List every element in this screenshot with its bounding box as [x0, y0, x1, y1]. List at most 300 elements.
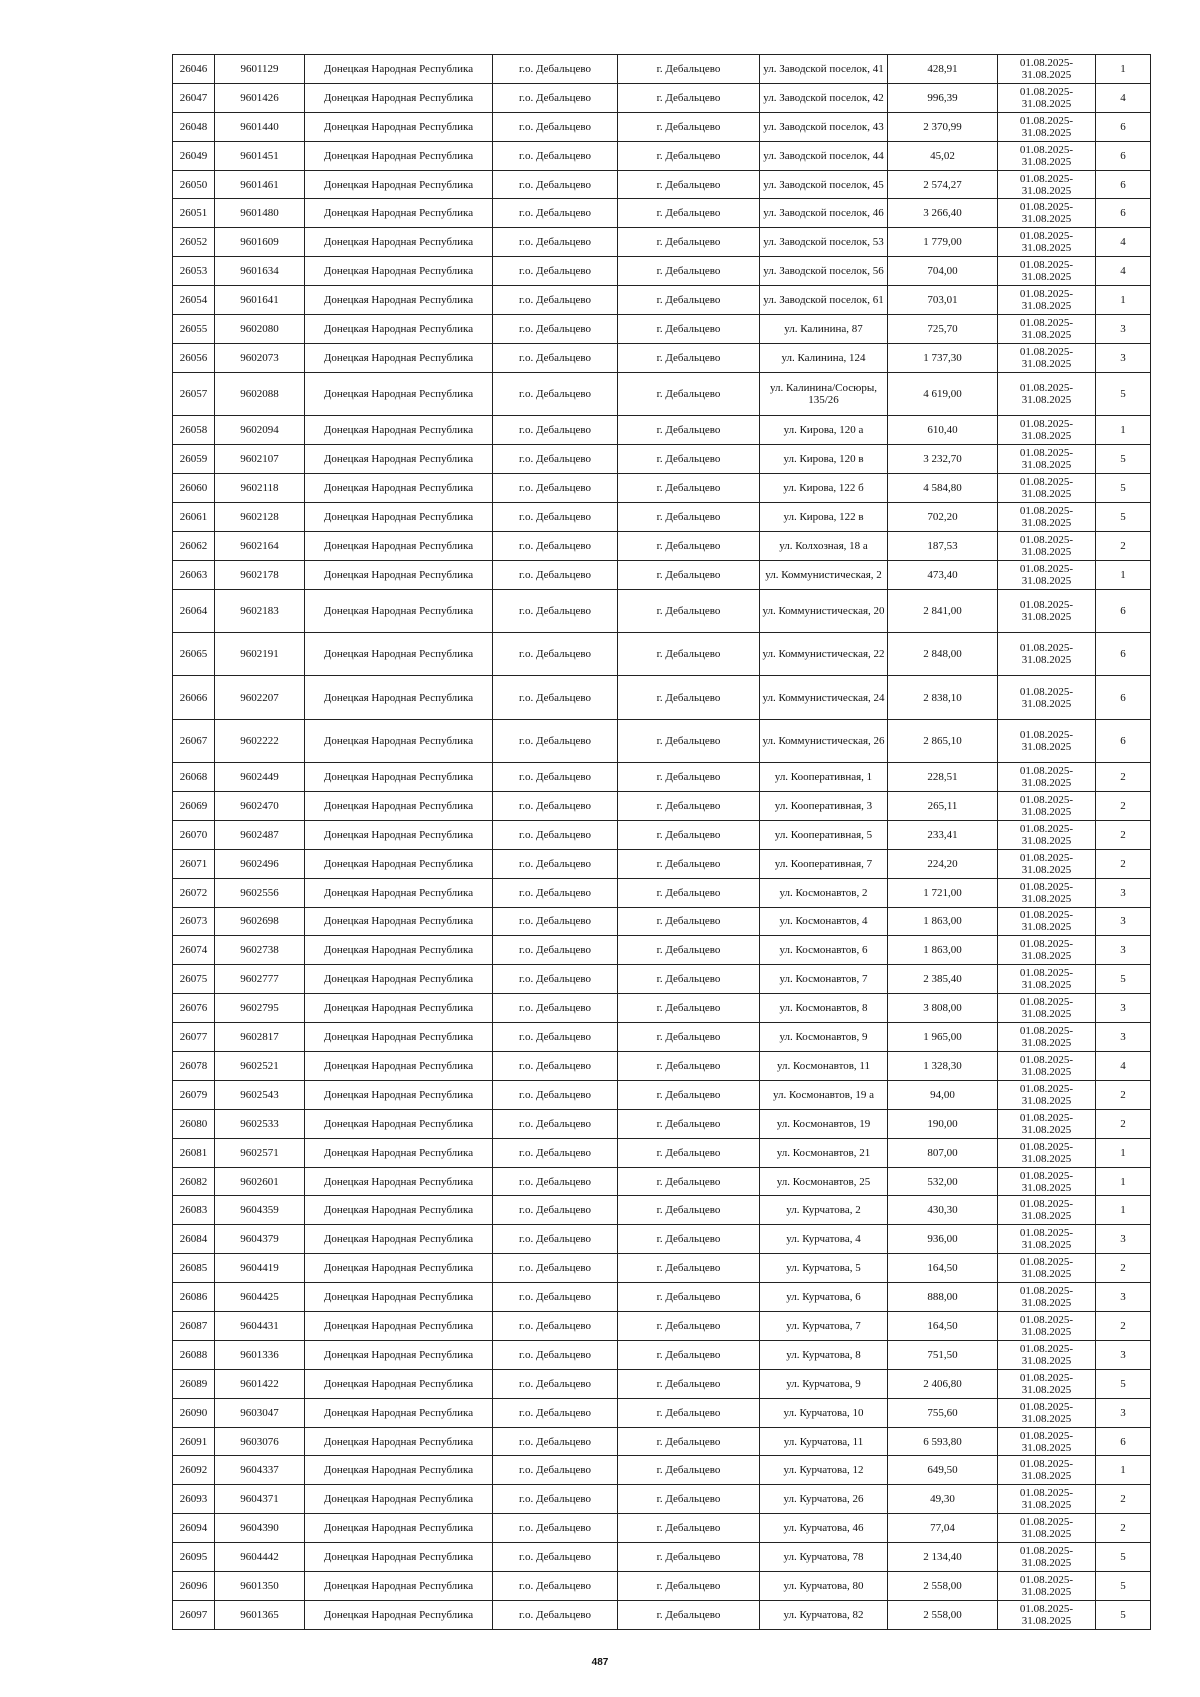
cell-period: 01.08.2025-31.08.2025: [998, 1283, 1096, 1312]
cell-cadastral-id: 9602698: [215, 907, 305, 936]
cell-count: 2: [1096, 849, 1151, 878]
cell-municipal-district: г.о. Дебальцево: [493, 1340, 618, 1369]
cell-address: ул. Космонавтов, 6: [760, 936, 888, 965]
cell-municipal-district: г.о. Дебальцево: [493, 994, 618, 1023]
cell-period: 01.08.2025-31.08.2025: [998, 791, 1096, 820]
cell-region: Донецкая Народная Республика: [305, 907, 493, 936]
cell-region: Донецкая Народная Республика: [305, 936, 493, 965]
cell-period: 01.08.2025-31.08.2025: [998, 849, 1096, 878]
cell-address: ул. Заводской поселок, 45: [760, 170, 888, 199]
cell-address: ул. Кооперативная, 7: [760, 849, 888, 878]
cell-cadastral-id: 9602207: [215, 676, 305, 719]
cell-period: 01.08.2025-31.08.2025: [998, 531, 1096, 560]
cell-address: ул. Курчатова, 82: [760, 1600, 888, 1629]
cell-municipal-district: г.о. Дебальцево: [493, 141, 618, 170]
cell-address: ул. Курчатова, 26: [760, 1485, 888, 1514]
cell-count: 1: [1096, 1138, 1151, 1167]
cell-municipal-district: г.о. Дебальцево: [493, 1427, 618, 1456]
cell-row-number: 26091: [173, 1427, 215, 1456]
cell-row-number: 26096: [173, 1572, 215, 1601]
cell-municipal-district: г.о. Дебальцево: [493, 55, 618, 84]
cell-row-number: 26079: [173, 1080, 215, 1109]
cell-municipal-district: г.о. Дебальцево: [493, 849, 618, 878]
cell-period: 01.08.2025-31.08.2025: [998, 257, 1096, 286]
cell-municipal-district: г.о. Дебальцево: [493, 83, 618, 112]
cell-region: Донецкая Народная Республика: [305, 1254, 493, 1283]
table-row: [173, 1283, 1151, 1312]
table-row: [173, 199, 1151, 228]
table-row: [173, 849, 1151, 878]
cell-municipal-district: г.о. Дебальцево: [493, 1225, 618, 1254]
cell-period: 01.08.2025-31.08.2025: [998, 286, 1096, 315]
cell-period: 01.08.2025-31.08.2025: [998, 502, 1096, 531]
cell-cadastral-id: 9601440: [215, 112, 305, 141]
cell-count: 1: [1096, 1167, 1151, 1196]
cell-period: 01.08.2025-31.08.2025: [998, 1109, 1096, 1138]
cell-area: 190,00: [888, 1109, 998, 1138]
cell-cadastral-id: 9601641: [215, 286, 305, 315]
cell-settlement: г. Дебальцево: [618, 560, 760, 589]
cell-row-number: 26049: [173, 141, 215, 170]
cell-cadastral-id: 9604371: [215, 1485, 305, 1514]
cell-municipal-district: г.о. Дебальцево: [493, 1196, 618, 1225]
cell-region: Донецкая Народная Республика: [305, 994, 493, 1023]
table-row: [173, 820, 1151, 849]
cell-cadastral-id: 9604425: [215, 1283, 305, 1312]
table-row: [173, 502, 1151, 531]
cell-row-number: 26072: [173, 878, 215, 907]
cell-count: 2: [1096, 1254, 1151, 1283]
cell-address: ул. Кирова, 122 в: [760, 502, 888, 531]
table-row: [173, 286, 1151, 315]
cell-municipal-district: г.о. Дебальцево: [493, 1543, 618, 1572]
cell-count: 4: [1096, 83, 1151, 112]
cell-address: ул. Заводской поселок, 53: [760, 228, 888, 257]
cell-area: 2 134,40: [888, 1543, 998, 1572]
table-row: [173, 676, 1151, 719]
cell-period: 01.08.2025-31.08.2025: [998, 1398, 1096, 1427]
cell-region: Донецкая Народная Республика: [305, 343, 493, 372]
cell-area: 888,00: [888, 1283, 998, 1312]
cell-municipal-district: г.о. Дебальцево: [493, 632, 618, 675]
cell-row-number: 26078: [173, 1052, 215, 1081]
cell-period: 01.08.2025-31.08.2025: [998, 1167, 1096, 1196]
cell-cadastral-id: 9602777: [215, 965, 305, 994]
cell-municipal-district: г.о. Дебальцево: [493, 502, 618, 531]
cell-municipal-district: г.о. Дебальцево: [493, 936, 618, 965]
cell-address: ул. Курчатова, 2: [760, 1196, 888, 1225]
cell-area: 704,00: [888, 257, 998, 286]
cell-row-number: 26047: [173, 83, 215, 112]
cell-count: 4: [1096, 1052, 1151, 1081]
cell-row-number: 26063: [173, 560, 215, 589]
cell-address: ул. Космонавтов, 7: [760, 965, 888, 994]
cell-period: 01.08.2025-31.08.2025: [998, 1138, 1096, 1167]
cell-area: 2 406,80: [888, 1369, 998, 1398]
cell-row-number: 26086: [173, 1283, 215, 1312]
cell-area: 996,39: [888, 83, 998, 112]
cell-period: 01.08.2025-31.08.2025: [998, 820, 1096, 849]
cell-cadastral-id: 9602128: [215, 502, 305, 531]
cell-count: 5: [1096, 502, 1151, 531]
cell-municipal-district: г.о. Дебальцево: [493, 531, 618, 560]
cell-address: ул. Курчатова, 46: [760, 1514, 888, 1543]
cell-count: 5: [1096, 1600, 1151, 1629]
cell-settlement: г. Дебальцево: [618, 1485, 760, 1514]
cell-area: 164,50: [888, 1254, 998, 1283]
cell-cadastral-id: 9601129: [215, 55, 305, 84]
cell-row-number: 26052: [173, 228, 215, 257]
cell-count: 2: [1096, 1109, 1151, 1138]
cell-area: 4 584,80: [888, 473, 998, 502]
cell-cadastral-id: 9602164: [215, 531, 305, 560]
cell-period: 01.08.2025-31.08.2025: [998, 907, 1096, 936]
cell-cadastral-id: 9601426: [215, 83, 305, 112]
cell-cadastral-id: 9604379: [215, 1225, 305, 1254]
cell-cadastral-id: 9601365: [215, 1600, 305, 1629]
cell-municipal-district: г.о. Дебальцево: [493, 589, 618, 632]
table-row: [173, 228, 1151, 257]
table-row: [173, 531, 1151, 560]
cell-address: ул. Коммунистическая, 22: [760, 632, 888, 675]
cell-region: Донецкая Народная Республика: [305, 1080, 493, 1109]
cell-municipal-district: г.о. Дебальцево: [493, 112, 618, 141]
cell-settlement: г. Дебальцево: [618, 83, 760, 112]
cell-settlement: г. Дебальцево: [618, 1023, 760, 1052]
cell-settlement: г. Дебальцево: [618, 1369, 760, 1398]
cell-row-number: 26067: [173, 719, 215, 762]
table-row: [173, 1167, 1151, 1196]
cell-region: Донецкая Народная Республика: [305, 1167, 493, 1196]
cell-count: 4: [1096, 228, 1151, 257]
cell-row-number: 26057: [173, 372, 215, 415]
cell-row-number: 26054: [173, 286, 215, 315]
table-row: [173, 112, 1151, 141]
cell-area: 649,50: [888, 1456, 998, 1485]
table-row: [173, 1340, 1151, 1369]
cell-area: 725,70: [888, 315, 998, 344]
cell-municipal-district: г.о. Дебальцево: [493, 199, 618, 228]
cell-settlement: г. Дебальцево: [618, 473, 760, 502]
cell-municipal-district: г.о. Дебальцево: [493, 965, 618, 994]
cell-settlement: г. Дебальцево: [618, 1312, 760, 1341]
cell-address: ул. Кирова, 120 в: [760, 445, 888, 474]
cell-cadastral-id: 9601350: [215, 1572, 305, 1601]
cell-municipal-district: г.о. Дебальцево: [493, 907, 618, 936]
cell-cadastral-id: 9601336: [215, 1340, 305, 1369]
cell-region: Донецкая Народная Республика: [305, 1514, 493, 1543]
cell-area: 228,51: [888, 763, 998, 792]
table-row: [173, 416, 1151, 445]
cell-address: ул. Заводской поселок, 44: [760, 141, 888, 170]
cell-area: 2 865,10: [888, 719, 998, 762]
cell-period: 01.08.2025-31.08.2025: [998, 763, 1096, 792]
cell-settlement: г. Дебальцево: [618, 1398, 760, 1427]
cell-address: ул. Космонавтов, 2: [760, 878, 888, 907]
cell-municipal-district: г.о. Дебальцево: [493, 1167, 618, 1196]
cell-count: 5: [1096, 473, 1151, 502]
cell-address: ул. Курчатова, 9: [760, 1369, 888, 1398]
cell-address: ул. Курчатова, 80: [760, 1572, 888, 1601]
cell-address: ул. Курчатова, 12: [760, 1456, 888, 1485]
cell-address: ул. Коммунистическая, 2: [760, 560, 888, 589]
cell-count: 1: [1096, 1196, 1151, 1225]
cell-area: 428,91: [888, 55, 998, 84]
table-row: [173, 1427, 1151, 1456]
cell-settlement: г. Дебальцево: [618, 1514, 760, 1543]
cell-settlement: г. Дебальцево: [618, 763, 760, 792]
cell-area: 3 266,40: [888, 199, 998, 228]
cell-region: Донецкая Народная Республика: [305, 141, 493, 170]
cell-settlement: г. Дебальцево: [618, 416, 760, 445]
cell-period: 01.08.2025-31.08.2025: [998, 228, 1096, 257]
cell-row-number: 26076: [173, 994, 215, 1023]
cell-municipal-district: г.о. Дебальцево: [493, 1456, 618, 1485]
cell-municipal-district: г.о. Дебальцево: [493, 820, 618, 849]
cell-area: 703,01: [888, 286, 998, 315]
cell-count: 3: [1096, 343, 1151, 372]
cell-municipal-district: г.о. Дебальцево: [493, 286, 618, 315]
cell-address: ул. Курчатова, 11: [760, 1427, 888, 1456]
cell-count: 3: [1096, 936, 1151, 965]
cell-municipal-district: г.о. Дебальцево: [493, 1109, 618, 1138]
cell-region: Донецкая Народная Республика: [305, 632, 493, 675]
cell-row-number: 26056: [173, 343, 215, 372]
cell-row-number: 26077: [173, 1023, 215, 1052]
cell-region: Донецкая Народная Республика: [305, 1427, 493, 1456]
cell-row-number: 26070: [173, 820, 215, 849]
cell-address: ул. Заводской поселок, 41: [760, 55, 888, 84]
table-row: [173, 372, 1151, 415]
table-row: [173, 1023, 1151, 1052]
cell-address: ул. Калинина/Сосюры, 135/26: [760, 372, 888, 415]
cell-period: 01.08.2025-31.08.2025: [998, 632, 1096, 675]
cell-count: 5: [1096, 965, 1151, 994]
cell-period: 01.08.2025-31.08.2025: [998, 676, 1096, 719]
table-row: [173, 791, 1151, 820]
cell-area: 4 619,00: [888, 372, 998, 415]
cell-cadastral-id: 9602088: [215, 372, 305, 415]
table-row: [173, 965, 1151, 994]
cell-cadastral-id: 9602080: [215, 315, 305, 344]
cell-count: 3: [1096, 1023, 1151, 1052]
cell-period: 01.08.2025-31.08.2025: [998, 1225, 1096, 1254]
cell-address: ул. Калинина, 124: [760, 343, 888, 372]
cell-period: 01.08.2025-31.08.2025: [998, 560, 1096, 589]
cell-period: 01.08.2025-31.08.2025: [998, 141, 1096, 170]
cell-municipal-district: г.о. Дебальцево: [493, 1369, 618, 1398]
cell-settlement: г. Дебальцево: [618, 1225, 760, 1254]
cell-area: 755,60: [888, 1398, 998, 1427]
cell-count: 2: [1096, 1485, 1151, 1514]
cell-settlement: г. Дебальцево: [618, 343, 760, 372]
cell-count: 2: [1096, 1514, 1151, 1543]
cell-count: 2: [1096, 763, 1151, 792]
cell-count: 5: [1096, 1572, 1151, 1601]
cell-address: ул. Кооперативная, 1: [760, 763, 888, 792]
cell-row-number: 26058: [173, 416, 215, 445]
cell-period: 01.08.2025-31.08.2025: [998, 416, 1096, 445]
cell-region: Донецкая Народная Республика: [305, 878, 493, 907]
cell-address: ул. Коммунистическая, 26: [760, 719, 888, 762]
cell-cadastral-id: 9602543: [215, 1080, 305, 1109]
cell-region: Донецкая Народная Республика: [305, 1456, 493, 1485]
cell-area: 1 328,30: [888, 1052, 998, 1081]
cell-row-number: 26066: [173, 676, 215, 719]
cell-settlement: г. Дебальцево: [618, 1080, 760, 1109]
cell-row-number: 26071: [173, 849, 215, 878]
cell-address: ул. Коммунистическая, 20: [760, 589, 888, 632]
cell-settlement: г. Дебальцево: [618, 1167, 760, 1196]
cell-settlement: г. Дебальцево: [618, 531, 760, 560]
cell-settlement: г. Дебальцево: [618, 719, 760, 762]
cell-period: 01.08.2025-31.08.2025: [998, 719, 1096, 762]
cell-address: ул. Кооперативная, 5: [760, 820, 888, 849]
cell-region: Донецкая Народная Республика: [305, 1572, 493, 1601]
cell-area: 164,50: [888, 1312, 998, 1341]
cell-area: 807,00: [888, 1138, 998, 1167]
registry-table: [172, 54, 1151, 1630]
cell-region: Донецкая Народная Республика: [305, 1485, 493, 1514]
cell-cadastral-id: 9603047: [215, 1398, 305, 1427]
cell-period: 01.08.2025-31.08.2025: [998, 1340, 1096, 1369]
cell-address: ул. Космонавтов, 9: [760, 1023, 888, 1052]
cell-area: 1 863,00: [888, 907, 998, 936]
table-row: [173, 878, 1151, 907]
cell-area: 532,00: [888, 1167, 998, 1196]
cell-region: Донецкая Народная Республика: [305, 372, 493, 415]
cell-area: 6 593,80: [888, 1427, 998, 1456]
cell-address: ул. Заводской поселок, 56: [760, 257, 888, 286]
cell-municipal-district: г.о. Дебальцево: [493, 1398, 618, 1427]
cell-settlement: г. Дебальцево: [618, 1109, 760, 1138]
table-row: [173, 55, 1151, 84]
cell-area: 1 779,00: [888, 228, 998, 257]
cell-settlement: г. Дебальцево: [618, 632, 760, 675]
cell-period: 01.08.2025-31.08.2025: [998, 1514, 1096, 1543]
cell-settlement: г. Дебальцево: [618, 170, 760, 199]
cell-region: Донецкая Народная Республика: [305, 445, 493, 474]
cell-row-number: 26083: [173, 1196, 215, 1225]
cell-municipal-district: г.о. Дебальцево: [493, 372, 618, 415]
cell-row-number: 26068: [173, 763, 215, 792]
cell-cadastral-id: 9602601: [215, 1167, 305, 1196]
cell-region: Донецкая Народная Республика: [305, 560, 493, 589]
cell-cadastral-id: 9601609: [215, 228, 305, 257]
cell-count: 1: [1096, 286, 1151, 315]
cell-cadastral-id: 9602094: [215, 416, 305, 445]
cell-settlement: г. Дебальцево: [618, 55, 760, 84]
table-row: [173, 1254, 1151, 1283]
cell-row-number: 26046: [173, 55, 215, 84]
cell-address: ул. Курчатова, 7: [760, 1312, 888, 1341]
cell-count: 1: [1096, 560, 1151, 589]
cell-area: 1 965,00: [888, 1023, 998, 1052]
cell-count: 2: [1096, 1080, 1151, 1109]
cell-count: 3: [1096, 1283, 1151, 1312]
cell-address: ул. Космонавтов, 19: [760, 1109, 888, 1138]
cell-period: 01.08.2025-31.08.2025: [998, 1456, 1096, 1485]
cell-area: 2 558,00: [888, 1600, 998, 1629]
cell-municipal-district: г.о. Дебальцево: [493, 416, 618, 445]
cell-period: 01.08.2025-31.08.2025: [998, 343, 1096, 372]
cell-settlement: г. Дебальцево: [618, 1052, 760, 1081]
cell-period: 01.08.2025-31.08.2025: [998, 445, 1096, 474]
cell-address: ул. Заводской поселок, 43: [760, 112, 888, 141]
cell-cadastral-id: 9602073: [215, 343, 305, 372]
cell-address: ул. Кооперативная, 3: [760, 791, 888, 820]
cell-area: 1 737,30: [888, 343, 998, 372]
cell-municipal-district: г.о. Дебальцево: [493, 445, 618, 474]
cell-region: Донецкая Народная Республика: [305, 589, 493, 632]
cell-region: Донецкая Народная Республика: [305, 1196, 493, 1225]
cell-row-number: 26084: [173, 1225, 215, 1254]
cell-address: ул. Колхозная, 18 а: [760, 531, 888, 560]
cell-municipal-district: г.о. Дебальцево: [493, 1254, 618, 1283]
cell-settlement: г. Дебальцево: [618, 199, 760, 228]
table-row: [173, 560, 1151, 589]
cell-region: Донецкая Народная Республика: [305, 763, 493, 792]
cell-count: 3: [1096, 1398, 1151, 1427]
cell-cadastral-id: 9604431: [215, 1312, 305, 1341]
cell-region: Донецкая Народная Республика: [305, 1600, 493, 1629]
cell-settlement: г. Дебальцево: [618, 878, 760, 907]
cell-period: 01.08.2025-31.08.2025: [998, 199, 1096, 228]
cell-count: 5: [1096, 1369, 1151, 1398]
table-row: [173, 445, 1151, 474]
cell-settlement: г. Дебальцево: [618, 257, 760, 286]
cell-row-number: 26092: [173, 1456, 215, 1485]
cell-row-number: 26074: [173, 936, 215, 965]
cell-area: 2 841,00: [888, 589, 998, 632]
cell-settlement: г. Дебальцево: [618, 228, 760, 257]
cell-period: 01.08.2025-31.08.2025: [998, 1023, 1096, 1052]
table-row: [173, 1080, 1151, 1109]
cell-settlement: г. Дебальцево: [618, 1340, 760, 1369]
cell-municipal-district: г.о. Дебальцево: [493, 676, 618, 719]
table-row: [173, 1514, 1151, 1543]
cell-region: Донецкая Народная Республика: [305, 1109, 493, 1138]
table-row: [173, 907, 1151, 936]
cell-region: Донецкая Народная Республика: [305, 1340, 493, 1369]
cell-municipal-district: г.о. Дебальцево: [493, 343, 618, 372]
cell-cadastral-id: 9601634: [215, 257, 305, 286]
cell-settlement: г. Дебальцево: [618, 1138, 760, 1167]
cell-area: 77,04: [888, 1514, 998, 1543]
cell-row-number: 26062: [173, 531, 215, 560]
cell-row-number: 26073: [173, 907, 215, 936]
cell-settlement: г. Дебальцево: [618, 502, 760, 531]
cell-address: ул. Космонавтов, 4: [760, 907, 888, 936]
cell-period: 01.08.2025-31.08.2025: [998, 589, 1096, 632]
cell-row-number: 26065: [173, 632, 215, 675]
cell-period: 01.08.2025-31.08.2025: [998, 372, 1096, 415]
table-row: [173, 589, 1151, 632]
cell-cadastral-id: 9604419: [215, 1254, 305, 1283]
cell-row-number: 26075: [173, 965, 215, 994]
table-row: [173, 1543, 1151, 1572]
cell-period: 01.08.2025-31.08.2025: [998, 936, 1096, 965]
cell-period: 01.08.2025-31.08.2025: [998, 1254, 1096, 1283]
table-row: [173, 473, 1151, 502]
cell-region: Донецкая Народная Республика: [305, 791, 493, 820]
cell-address: ул. Космонавтов, 11: [760, 1052, 888, 1081]
cell-region: Донецкая Народная Республика: [305, 315, 493, 344]
cell-row-number: 26069: [173, 791, 215, 820]
cell-address: ул. Курчатова, 6: [760, 1283, 888, 1312]
cell-region: Донецкая Народная Республика: [305, 286, 493, 315]
cell-cadastral-id: 9602496: [215, 849, 305, 878]
